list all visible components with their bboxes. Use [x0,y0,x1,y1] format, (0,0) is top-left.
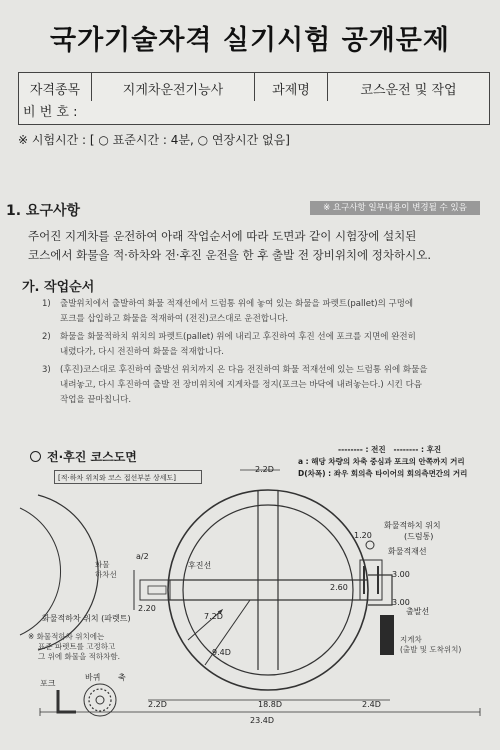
forklift-label: 지게차 (출발 및 도착위치) [400,635,462,654]
intro-line: 코스에서 화물을 적·하차와 전·후진 운전을 한 후 출발 전 장비위치에 정차하시오. [28,248,432,262]
exam-time: ※ 시험시간 : [ ○ 표준시간 : 4분, ○ 연장시간 없음] [18,133,290,147]
axle-detail [96,696,104,704]
drum-label: (드럼통) [404,532,434,541]
legend-a: a : 해당 차량의 차축 중심과 포크의 안쪽까지 거리 [298,457,465,466]
dim-label: a/2 [136,552,149,561]
cargo-load-line-label: 화물적재선 [388,547,427,556]
dim-label: 23.4D [250,716,274,725]
work-step: 2) 화물을 화물적하치 위치의 파렛트(pallet) 위에 내리고 후진하여 후진 선에 포크를 지면에 완전히 내렸다가, 다시 전진하여 화물을 적재합니다. [42,332,416,357]
course-diagram-heading: 전·후진 코스도면 [30,448,137,465]
fork-detail [58,690,76,712]
pallet-icon [148,586,166,594]
task-label: 과제명 [255,73,328,104]
section-requirements-heading: 1. 요구사항 [6,203,81,219]
dim-label: 2.2D [255,465,274,474]
task-value: 코스운전 및 작업 [328,73,490,104]
dim-label: 18.8D [258,700,282,709]
legend-backward: -------- : 후진 [393,445,442,454]
axle-label: 축 [118,673,126,682]
course-inner-ring [183,505,353,675]
dim-label: 1.20 [354,531,372,540]
page-title: 국가기술자격 실기시험 공개문제 [50,25,450,56]
start-line-label: 출발선 [406,607,430,616]
change-note-badge: ※ 요구사항 일부내용이 변경될 수 있음 [310,201,480,215]
dim-label: 3.00 [392,570,410,579]
wheel-label: 바퀴 [85,673,101,682]
drum-marker [366,541,374,549]
cargo-unload-label: 화물적하치 위치 [384,521,441,530]
backward-line-label: 후진선 [188,561,212,570]
work-order-heading: 가. 작업순서 [22,280,95,295]
field-value: 지게차운전기능사 [92,73,255,104]
field-label: 자격종목 [19,73,92,104]
legend-forward: -------- : 전진 [338,445,386,454]
pallet-note: ※ 화물적하차 위치에는 표준 파렛트를 고정하고 그 위에 화물을 적하차함. [28,632,120,661]
dim-label: 2.60 [330,583,348,592]
pallet-area [140,580,170,600]
intro-line: 주어진 지게차를 운전하여 아래 작업순서에 따라 도면과 같이 시험장에 설치된 [28,229,417,243]
work-step: 1) 출발위치에서 출발하여 화물 적재선에서 드럼통 위에 놓여 있는 화물을 파렛트(pallet)의 구멍에 포크를 삽입하고 화물을 적재하여 (전진)코스대로 운전합니다. [42,299,414,324]
dim-label: 2.4D [362,700,381,709]
detail-caption: [적·하차 위치와 코스 접선부분 상세도] [54,470,202,484]
cargo-drop-line-label: 화물 하차선 [95,560,117,579]
dim-label: 3.00 [392,598,410,607]
dim-label: 9.4D [212,648,231,657]
wheel-tread [89,689,111,711]
pallet-position-label: 화물적하차 위치 (파렛트) [42,614,131,623]
detail-circle-outline [38,495,98,650]
forklift-start-marker [380,615,394,655]
dim-label: 7.2D [204,612,223,621]
fork-label: 포크 [40,679,56,688]
dim-label: 2.2D [148,700,167,709]
serial-number-field: 비 번 호 : [18,101,490,125]
work-step: 3) (후진)코스대로 후진하여 출발선 위치까지 온 다음 전진하여 화물 적재선에 있는 드럼통 위에 화물을 내려놓고, 다시 후진하여 출발 전 장비위치에 지게차를 정지(포크는 바닥에 내려놓는다.) 시킨 다음 작업을 끝마칩니다. [42,365,428,405]
legend-d: D(차폭) : 좌우 회의측 타이어의 회의측면간의 거리 [298,469,468,478]
dim-label: 2.20 [138,604,156,613]
